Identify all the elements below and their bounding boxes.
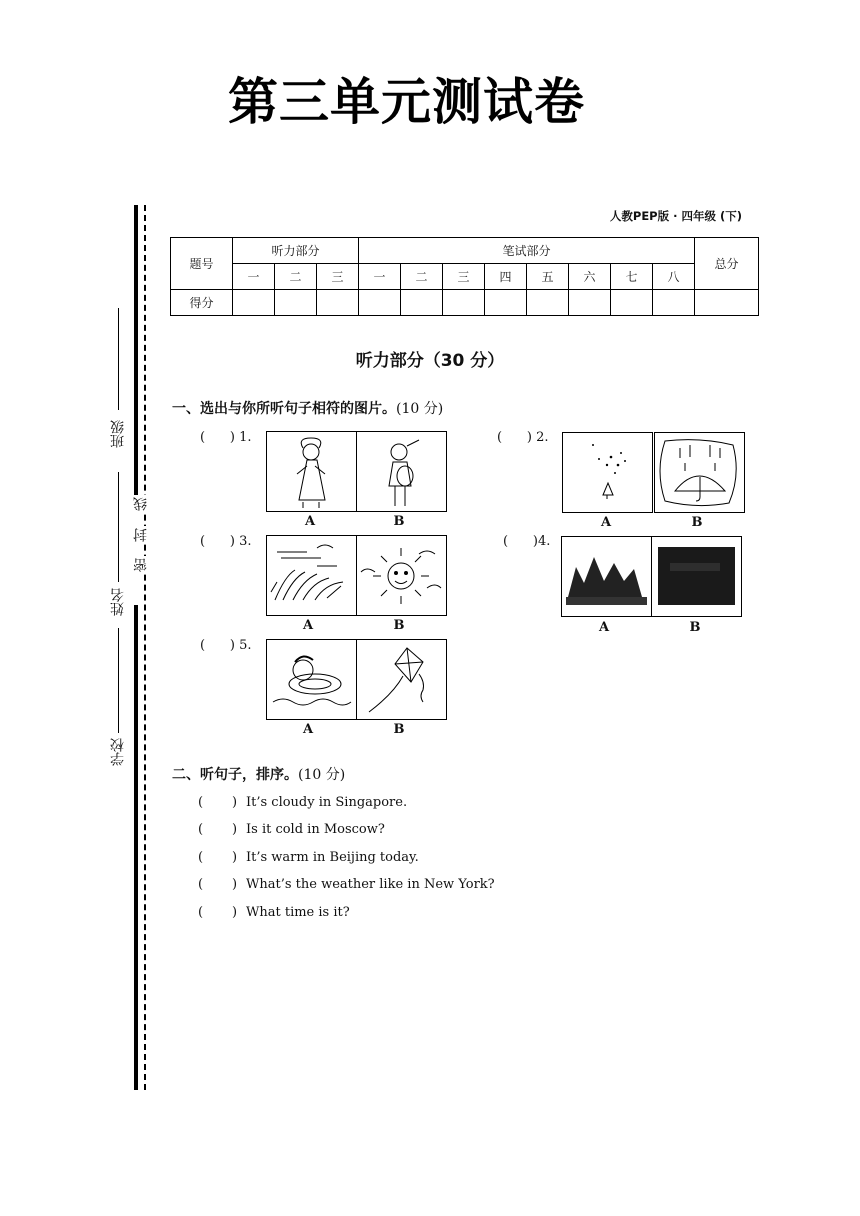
order-paren[interactable]: ( ) bbox=[198, 822, 238, 837]
part2-heading: 二、听句子，排序。(10 分) bbox=[172, 767, 346, 783]
listening-section-heading: 听力部分（30 分） bbox=[355, 351, 505, 371]
writing-col: 一 bbox=[359, 264, 401, 290]
score-cell[interactable] bbox=[443, 290, 485, 316]
order-paren[interactable]: ( ) bbox=[198, 795, 238, 810]
score-cell[interactable] bbox=[569, 290, 611, 316]
umbrella-rain-icon[interactable] bbox=[654, 432, 745, 513]
answer-paren-2[interactable]: ( ) 2. bbox=[497, 430, 549, 445]
seal-char-xian: 线 bbox=[133, 497, 149, 511]
sentence-text: What time is it? bbox=[246, 905, 350, 920]
score-table bbox=[170, 237, 759, 316]
opera-house-icon[interactable] bbox=[561, 536, 652, 617]
listening-group-header: 听力部分 bbox=[233, 238, 359, 264]
kite-icon[interactable] bbox=[356, 639, 447, 720]
boy-hot-icon[interactable] bbox=[356, 431, 447, 512]
score-cell[interactable] bbox=[695, 290, 759, 316]
score-cell[interactable] bbox=[317, 290, 359, 316]
part1-heading: 一、选出与你所听句子相符的图片。(10 分) bbox=[172, 401, 444, 417]
seal-char-feng: 封 bbox=[133, 528, 149, 542]
score-row-label: 得分 bbox=[171, 290, 233, 316]
binding-bar-bottom bbox=[134, 605, 138, 1090]
dark-night-icon[interactable] bbox=[651, 536, 742, 617]
name-label: 姓名 bbox=[110, 588, 126, 616]
writing-col: 八 bbox=[653, 264, 695, 290]
score-cell[interactable] bbox=[275, 290, 317, 316]
sentence-row bbox=[198, 877, 495, 892]
score-cell[interactable] bbox=[233, 290, 275, 316]
page-title: 第三单元测试卷 bbox=[228, 73, 585, 131]
listening-col: 二 bbox=[275, 264, 317, 290]
edition-label: 人教PEP版 · 四年级 (下) bbox=[609, 209, 742, 223]
name-fill-line bbox=[118, 472, 119, 582]
sentence-text: It’s warm in Beijing today. bbox=[246, 850, 419, 865]
question-number-label: 题号 bbox=[171, 238, 233, 290]
writing-group-header: 笔试部分 bbox=[359, 238, 695, 264]
listening-col: 三 bbox=[317, 264, 359, 290]
writing-col: 七 bbox=[611, 264, 653, 290]
sun-icon[interactable] bbox=[356, 535, 447, 616]
score-cell[interactable] bbox=[359, 290, 401, 316]
option-a-label: A bbox=[598, 620, 610, 635]
option-b-label: B bbox=[393, 618, 405, 633]
swimming-boy-icon[interactable] bbox=[266, 639, 357, 720]
order-paren[interactable]: ( ) bbox=[198, 877, 238, 892]
snow-icon[interactable] bbox=[562, 432, 653, 513]
writing-col: 三 bbox=[443, 264, 485, 290]
writing-col: 二 bbox=[401, 264, 443, 290]
sentence-row bbox=[198, 850, 419, 865]
answer-paren-1[interactable]: ( ) 1. bbox=[200, 430, 252, 445]
total-header: 总分 bbox=[695, 238, 759, 290]
answer-paren-3[interactable]: ( ) 3. bbox=[200, 534, 252, 549]
class-label: 班级 bbox=[110, 420, 126, 448]
score-cell[interactable] bbox=[527, 290, 569, 316]
option-b-label: B bbox=[393, 722, 405, 737]
girl-rain-icon[interactable] bbox=[266, 431, 357, 512]
school-fill-line bbox=[118, 628, 119, 733]
sentence-row bbox=[198, 795, 407, 810]
option-a-label: A bbox=[302, 618, 314, 633]
writing-col: 四 bbox=[485, 264, 527, 290]
answer-paren-5[interactable]: ( ) 5. bbox=[200, 638, 252, 653]
writing-col: 五 bbox=[527, 264, 569, 290]
listening-col: 一 bbox=[233, 264, 275, 290]
binding-dashed-line bbox=[144, 205, 146, 1090]
writing-col: 六 bbox=[569, 264, 611, 290]
windy-grass-icon[interactable] bbox=[266, 535, 357, 616]
answer-paren-4[interactable]: ( )4. bbox=[503, 534, 551, 549]
option-a-label: A bbox=[304, 514, 316, 529]
score-cell[interactable] bbox=[401, 290, 443, 316]
option-b-label: B bbox=[691, 515, 703, 530]
sentence-text: It’s cloudy in Singapore. bbox=[246, 795, 408, 810]
sentence-row bbox=[198, 905, 350, 920]
option-b-label: B bbox=[689, 620, 701, 635]
score-cell[interactable] bbox=[611, 290, 653, 316]
option-a-label: A bbox=[302, 722, 314, 737]
sentence-text: Is it cold in Moscow? bbox=[246, 822, 385, 837]
sentence-row bbox=[198, 822, 385, 837]
school-label: 学校 bbox=[110, 738, 126, 766]
option-a-label: A bbox=[600, 515, 612, 530]
sentence-text: What’s the weather like in New York? bbox=[246, 877, 495, 892]
score-cell[interactable] bbox=[485, 290, 527, 316]
order-paren[interactable]: ( ) bbox=[198, 905, 238, 920]
seal-char-mi: 密 bbox=[133, 558, 149, 572]
option-b-label: B bbox=[393, 514, 405, 529]
order-paren[interactable]: ( ) bbox=[198, 850, 238, 865]
score-cell[interactable] bbox=[653, 290, 695, 316]
